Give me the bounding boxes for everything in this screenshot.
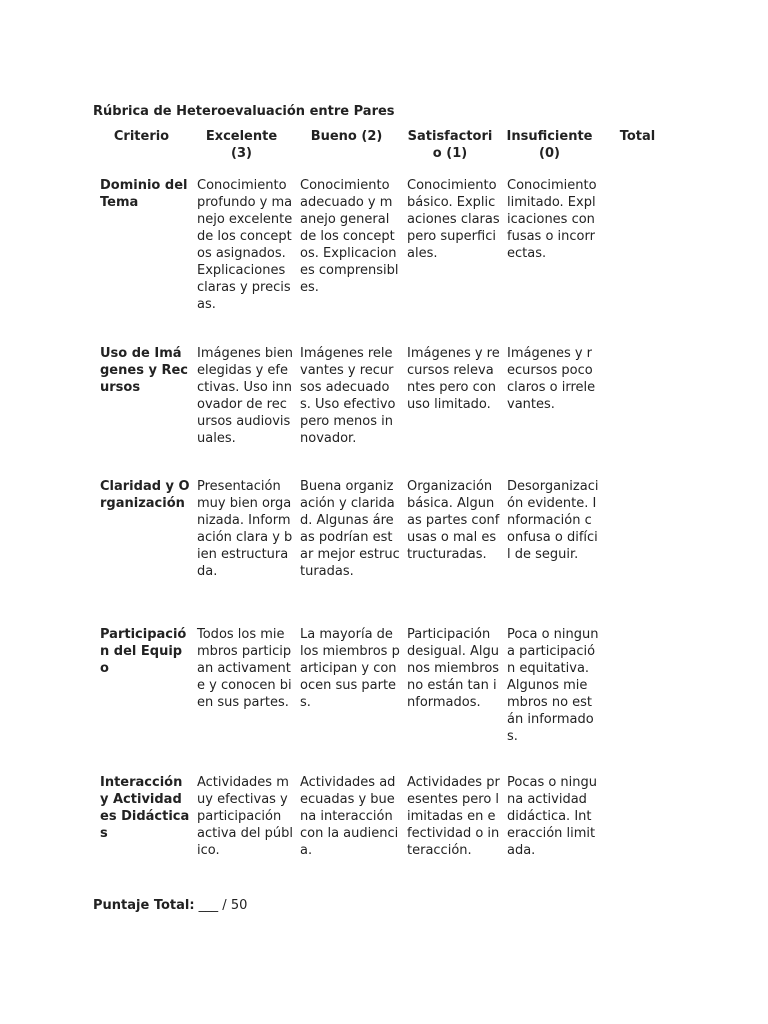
bueno-cell: La mayoría de los miembros participan y conocen sus partes. [300, 627, 400, 710]
satisfactorio-cell: Actividades presentes pero limitadas en efectividad o interacción. [407, 775, 500, 858]
criterion-cell: Participación del Equipo [100, 627, 187, 676]
header-total: Total [619, 129, 656, 144]
total-cell [599, 774, 676, 898]
table-row [93, 626, 676, 774]
bueno-cell: Conocimiento adecuado y manejo general de los conceptos. Explicaciones comprensibles. [300, 178, 399, 295]
satisfactorio-cell: Organización básica. Algunas partes confusas o mal estructuradas. [407, 479, 500, 562]
total-cell [599, 177, 676, 345]
total-score-value: ___ / 50 [194, 898, 248, 913]
criterion-cell: Dominio del Tema [100, 178, 188, 210]
header-excelente: Excelente (3) [205, 129, 278, 161]
table-row [93, 774, 676, 898]
total-cell [599, 626, 676, 774]
header-insuficiente: Insuficiente (0) [506, 129, 593, 161]
criterion-cell: Claridad y Organización [100, 479, 190, 511]
table-row [93, 478, 676, 626]
total-cell [599, 478, 676, 626]
rubric-header [93, 128, 676, 177]
excelente-cell: Imágenes bien elegidas y efectivas. Uso innovador de recursos audiovisuales. [197, 346, 293, 446]
satisfactorio-cell: Imágenes y recursos relevantes pero con uso limitado. [407, 346, 500, 412]
criterion-cell: Interacción y Actividades Didácticas [100, 775, 190, 841]
header-row [93, 128, 676, 177]
insuficiente-cell: Conocimiento limitado. Explicaciones confusas o incorrectas. [507, 178, 597, 261]
total-cell [599, 345, 676, 478]
excelente-cell: Conocimiento profundo y manejo excelente de los conceptos asignados. Explicaciones claras y precisas. [197, 178, 293, 312]
rubric-body [93, 177, 676, 898]
bueno-cell: Actividades adecuadas y buena interacción con la audiencia. [300, 775, 399, 858]
excelente-cell: Todos los miembros participan activamente y conocen bien sus partes. [197, 627, 292, 710]
criterion-cell: Uso de Imágenes y Recursos [100, 346, 188, 395]
insuficiente-cell: Poca o ninguna participación equitativa. Algunos miembros no están informados. [507, 627, 599, 744]
header-criterio: Criterio [113, 129, 170, 144]
satisfactorio-cell: Participación desigual. Algunos miembros no están tan informados. [407, 627, 500, 710]
total-score-label: Puntaje Total: [93, 898, 195, 913]
rubric-table [93, 128, 676, 898]
header-satisfactorio: Satisfactorio (1) [407, 129, 493, 161]
insuficiente-cell: Imágenes y recursos poco claros o irrelevantes. [507, 346, 596, 412]
table-row [93, 345, 676, 478]
excelente-cell: Presentación muy bien organizada. Información clara y bien estructurada. [197, 479, 293, 579]
header-bueno: Bueno (2) [310, 129, 383, 144]
insuficiente-cell: Desorganización evidente. Información confusa o difícil de seguir. [507, 479, 599, 562]
bueno-cell: Imágenes relevantes y recursos adecuados. Uso efectivo pero menos innovador. [300, 346, 396, 446]
table-row [93, 177, 676, 345]
excelente-cell: Actividades muy efectivas y participación activa del público. [197, 775, 293, 858]
satisfactorio-cell: Conocimiento básico. Explicaciones claras pero superficiales. [407, 178, 500, 261]
document-title: Rúbrica de Heteroevaluación entre Pares [93, 104, 395, 119]
bueno-cell: Buena organización y claridad. Algunas áreas podrían estar mejor estructuradas. [300, 479, 400, 579]
insuficiente-cell: Pocas o ninguna actividad didáctica. Interacción limitada. [507, 775, 598, 858]
total-score-line [93, 897, 247, 914]
